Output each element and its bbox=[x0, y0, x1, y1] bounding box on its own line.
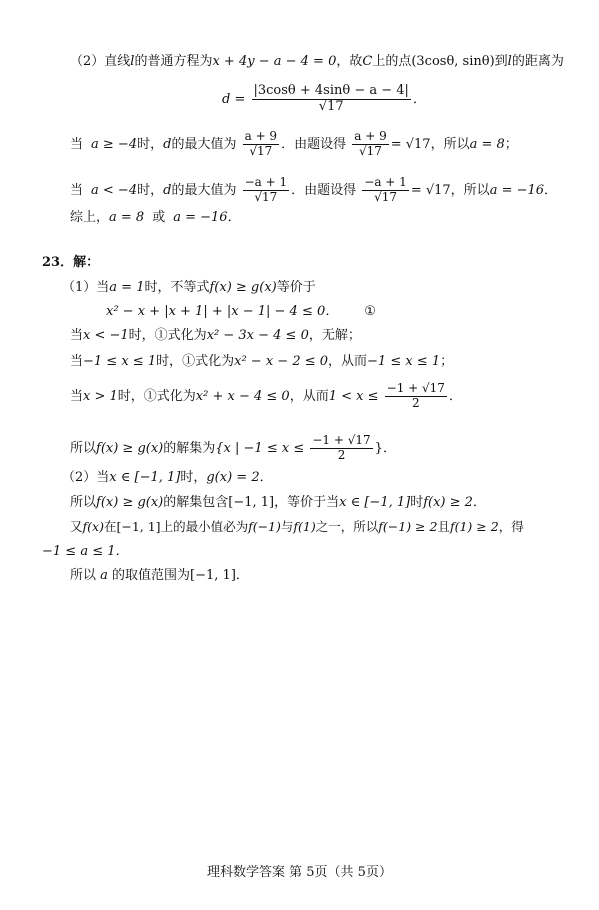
q23-part2-line4: −1 ≤ a ≤ 1． bbox=[42, 544, 129, 559]
q23-conclusion: 所以 a 的取值范围为[−1, 1]． bbox=[70, 568, 249, 583]
text: 的最大值为 bbox=[171, 182, 237, 198]
var-c: C bbox=[362, 54, 373, 69]
q23-region-1: 当x < −1时，①式化为x² − 3x − 4 ≤ 0，无解； bbox=[70, 328, 361, 343]
fraction-numerator: |3cosθ + 4sinθ − a − 4| bbox=[253, 83, 409, 98]
q23-solution-set: 所以f(x) ≥ g(x)的解集为{x | −1 ≤ x ≤ $\frac{-1 + √17}{2}$ }． bbox=[70, 433, 396, 462]
text: 当 bbox=[70, 136, 84, 152]
equation-fraction: $\frac{-a + 1}{√17}$ bbox=[364, 175, 407, 204]
q23-part2-intro: （2）当x ∈ [−1, 1]时，g(x) = 2． bbox=[62, 470, 273, 485]
text: ．由题设得 bbox=[281, 136, 347, 152]
fraction-denominator: √17 bbox=[318, 98, 344, 114]
text: （2）直线 bbox=[70, 54, 131, 69]
text: ，所以 bbox=[450, 182, 490, 198]
text: 综上， bbox=[70, 210, 110, 225]
q23-region-3: 当x > 1时，①式化为x² + x − 4 ≤ 0，从而1 < x ≤ $\frac{-1 + √17}{2}$ ． bbox=[70, 381, 462, 410]
q23-part2-line3: 又f(x)在[−1, 1]上的最小值必为f(−1)与f(1)之一，所以f(−1) ≥ 2且f(1) ≥ 2，得 bbox=[70, 519, 524, 534]
text: 的普通方程为 bbox=[134, 54, 213, 69]
text: ，故 bbox=[336, 54, 363, 69]
summary-line: 综上，a = 8 或 a = −16． bbox=[70, 210, 241, 225]
text: 时， bbox=[137, 182, 164, 198]
var-l: l bbox=[507, 54, 512, 69]
result: a = 8 bbox=[469, 136, 505, 152]
result: a = −16 bbox=[489, 182, 545, 198]
max-value-fraction: $\frac{a + 9}{√17}$ bbox=[244, 129, 278, 158]
text: 到 bbox=[494, 54, 508, 69]
text: ，所以 bbox=[430, 136, 470, 152]
q23-equation-1: x² − x + |x + 1| + |x − 1| − 4 ≤ 0． ① bbox=[106, 304, 376, 319]
distance-fraction bbox=[252, 84, 411, 115]
max-value-fraction: $\frac{-a + 1}{√17}$ bbox=[244, 175, 288, 204]
equation-rhs: = √17 bbox=[410, 182, 451, 198]
case2-line: 当 a < −4时，d的最大值为 $\frac{-a + 1}{√17}$ ．由题设得 $\frac{-a + 1}{√17}$ = √17，所以a = −16． bbox=[70, 175, 558, 204]
distance-formula: d = $\frac{|3\cos\theta + 4\sin\theta - a - 4|}{√17}$ ． bbox=[222, 83, 426, 114]
part2-line1 bbox=[70, 55, 564, 68]
equation-marker: ① bbox=[364, 304, 376, 319]
equation-fraction: $\frac{a + 9}{√17}$ bbox=[354, 129, 387, 158]
text: 的最大值为 bbox=[171, 136, 237, 152]
set-bound-fraction: $\frac{-1 + √17}{2}$ bbox=[312, 433, 371, 462]
case1-line: 当 a ≥ −4时，d的最大值为 $\frac{a + 9}{√17}$ ．由题设得 $\frac{a + 9}{√17}$ = √17，所以a = 8； bbox=[70, 129, 518, 158]
text: 上的点 bbox=[372, 54, 412, 69]
d-label: d = bbox=[222, 91, 246, 107]
point-expression: (3cosθ, sinθ) bbox=[411, 54, 495, 69]
equation-rhs: = √17 bbox=[390, 136, 431, 152]
text: 时， bbox=[137, 136, 164, 152]
question-23-title: 23．解： bbox=[42, 255, 100, 270]
text: 的距离为 bbox=[511, 54, 564, 69]
var-l: l bbox=[130, 54, 135, 69]
q23-part1-intro: （1）当a = 1时，不等式f(x) ≥ g(x)等价于 bbox=[62, 280, 316, 295]
text: ．由题设得 bbox=[291, 182, 357, 198]
condition: a < −4 bbox=[91, 182, 138, 198]
q23-part2-line2: 所以f(x) ≥ g(x)的解集包含[−1, 1]，等价于当x ∈ [−1, 1]时f(x) ≥ 2． bbox=[70, 495, 486, 510]
q23-region-2: 当−1 ≤ x ≤ 1时，①式化为x² − x − 2 ≤ 0，从而−1 ≤ x ≤ 1； bbox=[70, 354, 454, 369]
page-footer: 理科数学答案 第 5页（共 5页） bbox=[207, 865, 392, 880]
bound-fraction: $\frac{-1 + √17}{2}$ bbox=[386, 381, 445, 410]
text: 当 bbox=[70, 182, 84, 198]
line-equation: x + 4y − a − 4 = 0 bbox=[212, 54, 337, 69]
condition: a ≥ −4 bbox=[91, 136, 138, 152]
